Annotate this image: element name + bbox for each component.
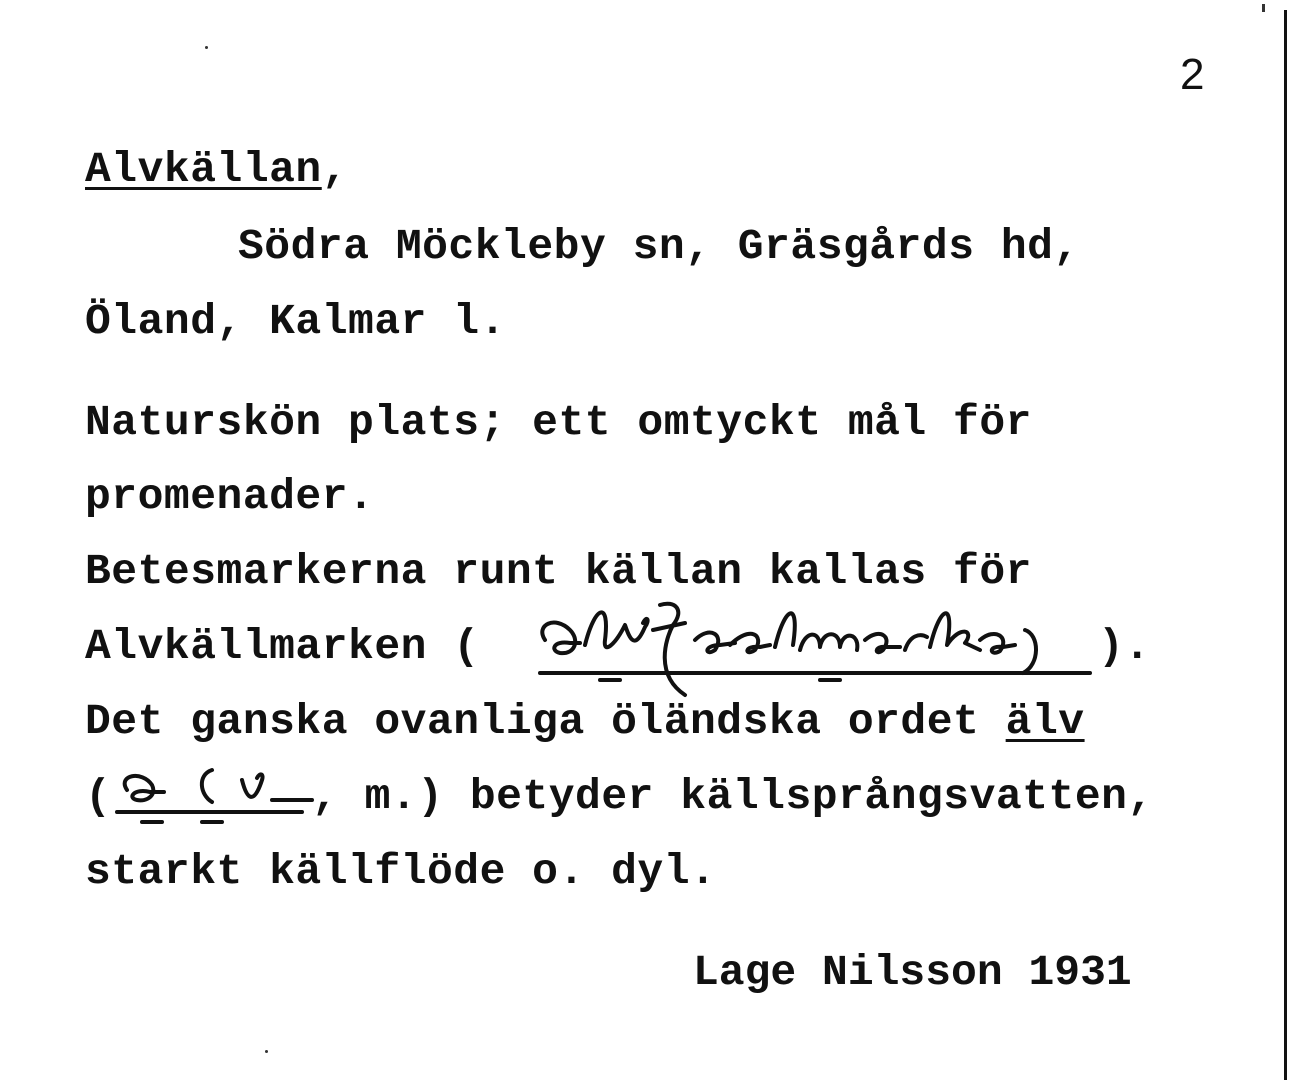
location-line-2: Öland, Kalmar l. bbox=[85, 297, 506, 346]
title-comma: , bbox=[321, 145, 349, 194]
body-line-4-prefix: Alvkällmarken ( bbox=[85, 622, 480, 671]
body-line-5 bbox=[85, 697, 1085, 747]
body-line-6-suffix: , m.) betyder källsprångsvatten, bbox=[312, 772, 1154, 821]
body-line-2: promenader. bbox=[85, 472, 375, 521]
page-number: 2 bbox=[1180, 50, 1205, 99]
handwritten-phonetic-2 bbox=[112, 750, 332, 840]
signature: Lage Nilsson 1931 bbox=[693, 948, 1132, 997]
handwritten-phonetic-1 bbox=[535, 585, 1115, 695]
body-line-1: Naturskön plats; ett omtyckt mål för bbox=[85, 398, 1032, 447]
body-line-3: Betesmarkerna runt källan kallas för bbox=[85, 547, 1032, 596]
body-line-5-text: Det ganska ovanliga öländska ordet bbox=[85, 697, 1006, 746]
paper-speck bbox=[205, 46, 208, 49]
dialect-word: älv bbox=[1005, 697, 1085, 746]
entry-title-line bbox=[85, 145, 348, 195]
body-line-4-suffix: ). bbox=[1098, 622, 1151, 671]
location-line-1: Södra Möckleby sn, Gräsgårds hd, bbox=[238, 222, 1080, 271]
entry-title: Alvkällan bbox=[85, 145, 322, 194]
card-edge-mark bbox=[1262, 4, 1265, 12]
paper-speck bbox=[265, 1050, 268, 1053]
body-line-6-prefix: ( bbox=[85, 772, 112, 821]
card-edge bbox=[1284, 10, 1287, 1080]
body-line-7: starkt källflöde o. dyl. bbox=[85, 847, 717, 896]
